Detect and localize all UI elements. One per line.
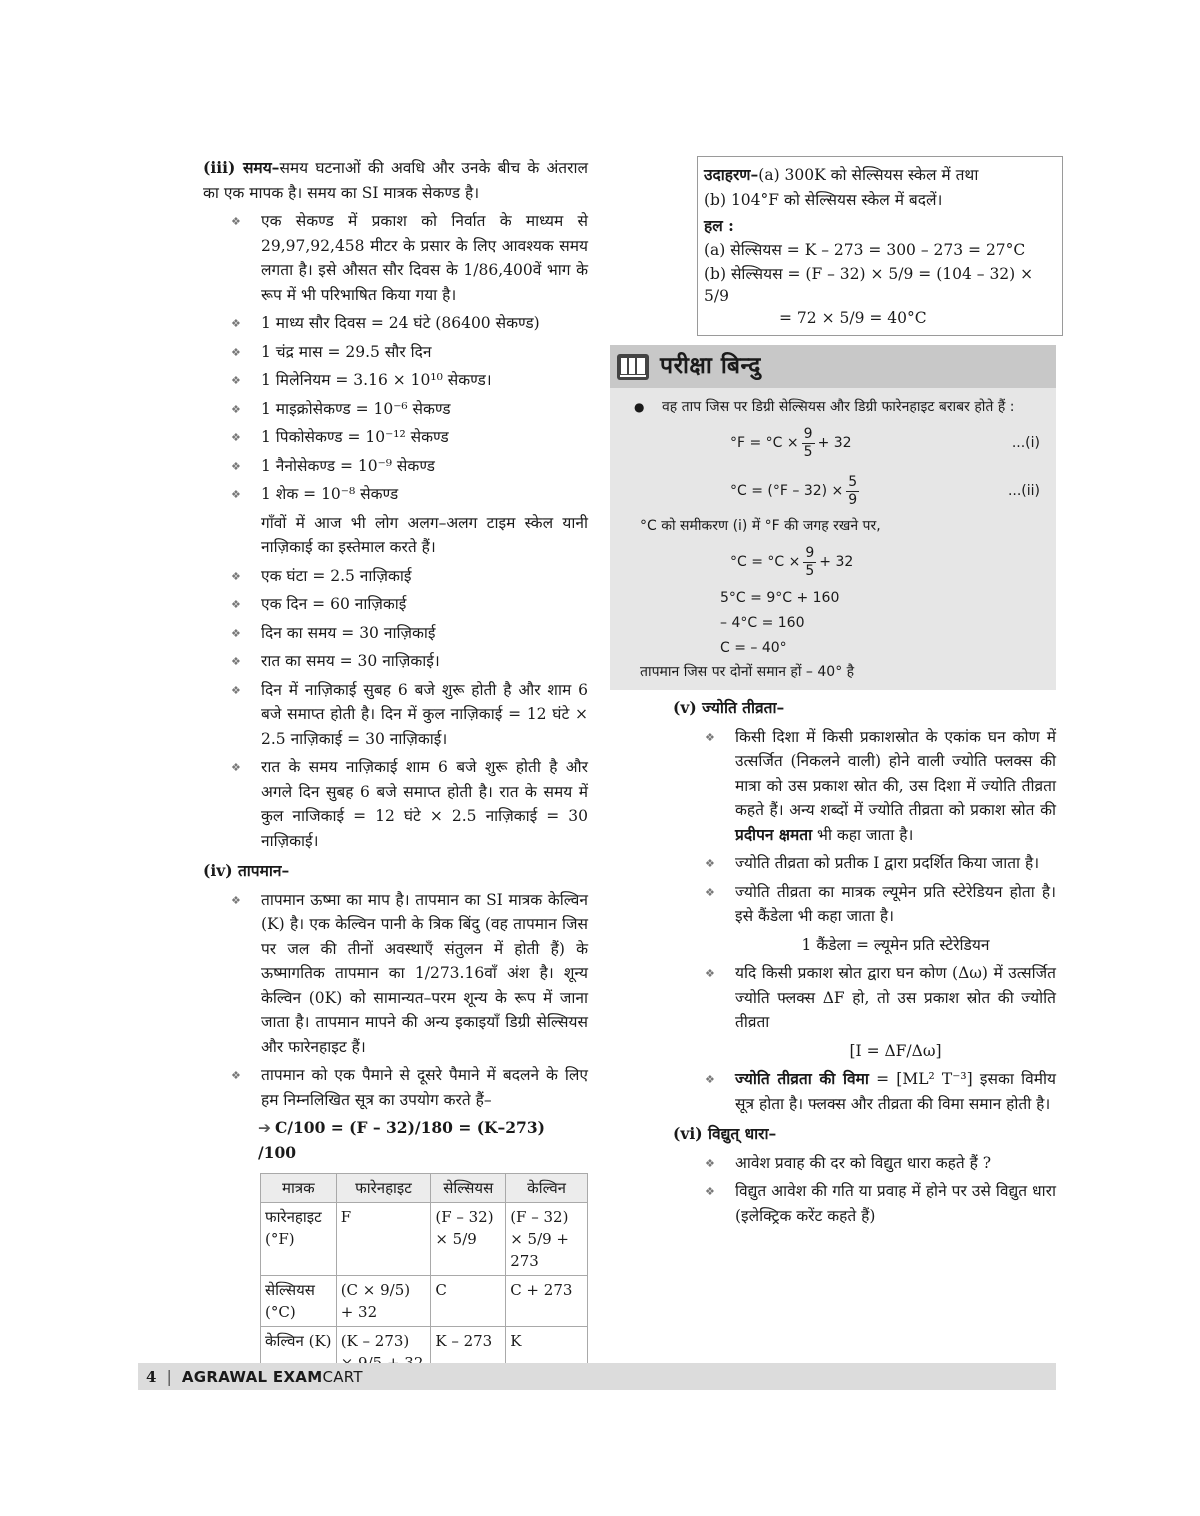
step-line: 5°C = 9°C + 160 bbox=[720, 590, 840, 606]
list-item: ❖ तापमान को एक पैमाने से दूसरे पैमाने में बदलने के लिए हम निम्नलिखित सूत्र का उपयोग करते हैं– bbox=[261, 1063, 588, 1112]
table-header-cell: फारेनहाइट bbox=[336, 1174, 431, 1203]
table-header-cell: मात्रक bbox=[261, 1174, 337, 1203]
eq3-rhs: + 32 bbox=[819, 553, 854, 570]
table-cell: फारेनहाइट (°F) bbox=[261, 1203, 337, 1276]
equation-2 bbox=[620, 467, 1046, 515]
conclusion-text: तापमान जिस पर दोनों समान हों – 40° है bbox=[640, 664, 855, 680]
eq1-lhs: °F = °C × bbox=[730, 434, 799, 451]
eq2-lhs: °C = (°F – 32) × bbox=[730, 482, 844, 499]
units-table bbox=[260, 1173, 588, 1378]
list-item: ❖ यदि किसी प्रकाश स्रोत द्वारा घन कोण (Δω) में उत्सर्जित ज्योति फ्लक्स ΔF हो, तो उस प्रकाश स्रोत की ज्योति तीव्रता bbox=[735, 961, 1056, 1035]
eq1-num: 9 bbox=[803, 425, 813, 442]
luminous-bullets-2 bbox=[610, 961, 1056, 1035]
luminous-b5-bold: ज्योति तीव्रता की विमा bbox=[735, 1069, 869, 1088]
table-row bbox=[261, 1203, 588, 1276]
example-question-1 bbox=[704, 162, 1056, 188]
luminous-bullets-3 bbox=[610, 1067, 1056, 1116]
list-item: ❖ 1 मिलेनियम = 3.16 × 10¹⁰ सेकण्ड। bbox=[261, 368, 588, 393]
page-footer bbox=[138, 1363, 1056, 1390]
list-item: ❖ 1 माइक्रोसेकण्ड = 10⁻⁶ सेकण्ड bbox=[261, 397, 588, 422]
list-item: ❖ ज्योति तीव्रता का मात्रक ल्यूमेन प्रति स्टेरेडियन होता है। इसे कैंडेला भी कहा जाता है। bbox=[735, 880, 1056, 929]
left-column bbox=[203, 156, 588, 1378]
luminous-heading: (v) ज्योति तीव्रता– bbox=[673, 698, 785, 717]
list-item: ❖ 1 नैनोसेकण्ड = 10⁻⁹ सेकण्ड bbox=[261, 454, 588, 479]
table-cell: (C × 9/5) + 32 bbox=[336, 1276, 431, 1327]
substitution-text: °C को समीकरण (i) में °F की जगह रखने पर, bbox=[640, 518, 881, 534]
equation-3 bbox=[620, 538, 1046, 586]
right-column bbox=[610, 156, 1056, 1232]
list-item: ❖ ज्योति तीव्रता को प्रतीक I द्वारा प्रदर्शित किया जाता है। bbox=[735, 851, 1056, 876]
eq3-den: 5 bbox=[805, 562, 815, 579]
nazikai-note: गाँवों में आज भी लोग अलग–अलग टाइम स्केल यानी नाज़िकाई का इस्तेमाल करते हैं। bbox=[261, 513, 588, 556]
list-item: ❖ विद्युत आवेश की गति या प्रवाह में होने पर उसे विद्युत धारा (इलेक्ट्रिक करेंट कहते हैं) bbox=[735, 1179, 1056, 1228]
eq2-num: 5 bbox=[848, 473, 858, 490]
list-item: ❖ 1 शेक = 10⁻⁸ सेकण्ड bbox=[261, 482, 588, 507]
eq1-rhs: + 32 bbox=[817, 434, 852, 451]
nazikai-bullets bbox=[203, 564, 588, 854]
current-bullets bbox=[610, 1151, 1056, 1229]
table-cell: K – 273 bbox=[431, 1327, 506, 1378]
time-heading: (iii) समय– bbox=[203, 158, 280, 177]
list-item bbox=[735, 1067, 1056, 1116]
books-icon bbox=[616, 353, 650, 381]
arrow-icon: ➔ bbox=[258, 1119, 271, 1137]
candela-line: 1 कैंडेला = ल्यूमेन प्रति स्टेरेडियन bbox=[801, 935, 990, 954]
table-header-cell: केल्विन bbox=[506, 1174, 588, 1203]
solution-line-3: = 72 × 5/9 = 40°C bbox=[779, 309, 927, 327]
footer-separator: | bbox=[166, 1367, 172, 1386]
luminous-bullets bbox=[610, 725, 1056, 929]
example-q1-text: (a) 300K को सेल्सियस स्केल में तथा bbox=[758, 166, 979, 184]
step-line: – 4°C = 160 bbox=[720, 615, 805, 631]
eq1-tag: ...(i) bbox=[1011, 434, 1040, 451]
list-item: ❖ 1 पिकोसेकण्ड = 10⁻¹² सेकण्ड bbox=[261, 425, 588, 450]
solution-line-2: (b) सेल्सियस = (F – 32) × 5/9 = (104 – 32) × 5/9 bbox=[704, 265, 1034, 305]
time-bullets bbox=[203, 209, 588, 507]
list-item: ❖ रात का समय = 30 नाज़िकाई। bbox=[261, 649, 588, 674]
luminous-b1-bold: प्रदीपन क्षमता bbox=[735, 824, 813, 844]
time-intro: समय घटनाओं की अवधि और उनके बीच के अंतराल का एक मापक है। समय का SI मात्रक सेकण्ड है। bbox=[203, 159, 589, 202]
table-header-row bbox=[261, 1174, 588, 1203]
eq2-fraction bbox=[846, 474, 859, 509]
equation-1 bbox=[620, 419, 1046, 467]
brand-thin: CART bbox=[322, 1367, 363, 1386]
temperature-section bbox=[203, 859, 588, 884]
list-item bbox=[735, 725, 1056, 848]
eq2-tag: ...(ii) bbox=[1007, 482, 1040, 499]
example-label: उदाहरण– bbox=[704, 165, 759, 184]
temperature-heading: (iv) तापमान– bbox=[203, 861, 290, 880]
temperature-bullets bbox=[203, 888, 588, 1113]
list-item: ❖ एक दिन = 60 नाज़िकाई bbox=[261, 592, 588, 617]
table-cell: (F – 32) × 5/9 bbox=[431, 1203, 506, 1276]
eq3-num: 9 bbox=[805, 544, 815, 561]
list-item: ❖ एक सेकण्ड में प्रकाश को निर्वात के माध्यम से 29,97,92,458 मीटर के प्रसार के लिए आवश्यक समय लगता है। इसे औसत सौर दिवस के 1/86,400वें भाग के रूप में भी परिभाषित किया गया है। bbox=[261, 209, 588, 307]
brand-logo bbox=[182, 1368, 363, 1386]
time-section bbox=[203, 156, 588, 205]
solution-label: हल : bbox=[704, 216, 734, 235]
brand-bold: AGRAWAL EXAM bbox=[181, 1367, 323, 1386]
conversion-formula-text: C/100 = (F – 32)/180 = (K–273) /100 bbox=[258, 1118, 545, 1162]
exam-point-text: ● वह ताप जिस पर डिग्री सेल्सियस और डिग्री फारेनहाइट बराबर होते हैं : bbox=[620, 396, 1046, 419]
list-item: ❖ आवेश प्रवाह की दर को विद्युत धारा कहते हैं ? bbox=[735, 1151, 1056, 1176]
solution-line-1: (a) सेल्सियस = K – 273 = 300 – 273 = 27°C bbox=[704, 241, 1026, 259]
current-heading: (vi) विद्युत् धारा– bbox=[673, 1124, 777, 1143]
eq3-lhs: °C = °C × bbox=[730, 553, 801, 570]
table-cell: C bbox=[431, 1276, 506, 1327]
example-box bbox=[697, 156, 1063, 336]
exam-point-title: परीक्षा बिन्दु bbox=[660, 352, 761, 380]
table-cell: केल्विन (K) bbox=[261, 1327, 337, 1378]
exam-point-body bbox=[610, 388, 1056, 690]
solution-steps bbox=[620, 586, 1046, 661]
list-item: ❖ दिन का समय = 30 नाज़िकाई bbox=[261, 621, 588, 646]
table-cell: (K – 273) bbox=[336, 1327, 431, 1378]
table-cell: सेल्सियस (°C) bbox=[261, 1276, 337, 1327]
conversion-formula bbox=[203, 1116, 588, 1165]
step-line: C = – 40° bbox=[720, 640, 787, 656]
list-item: ❖ 1 माध्य सौर दिवस = 24 घंटे (86400 सेकण्ड) bbox=[261, 311, 588, 336]
exam-point-panel bbox=[610, 345, 1056, 690]
eq1-fraction bbox=[802, 426, 815, 461]
list-item: ❖ दिन में नाज़िकाई सुबह 6 बजे शुरू होती है और शाम 6 बजे समाप्त होती है। दिन में कुल नाज़िकाई = 12 घंटे × 2.5 नाज़िकाई = 30 नाज़िकाई। bbox=[261, 678, 588, 752]
eq2-den: 9 bbox=[848, 491, 858, 508]
eq3-fraction bbox=[803, 545, 816, 580]
example-question-2: (b) 104°F को सेल्सियस स्केल में बदलें। bbox=[704, 191, 943, 209]
exam-point-header bbox=[610, 345, 1056, 388]
list-item: ❖ 1 चंद्र मास = 29.5 सौर दिन bbox=[261, 340, 588, 365]
list-item: ❖ तापमान ऊष्मा का माप है। तापमान का SI मात्रक केल्विन (K) है। एक केल्विन पानी के त्रिक बिंदु (वह तापमान जिस पर जल की तीनों अवस्थाएँ संतुलन में होती हैं) के ऊष्मागतिक तापमान का 1/273.16वाँ अंश है। शून्य केल्विन (0K) को सामान्यत–परम शून्य के रूप में जाना जाता है। तापमान मापने की अन्य इकाइयाँ डिग्री सेल्सियस और फारेनहाइट हैं। bbox=[261, 888, 588, 1060]
table-header-cell: सेल्सियस bbox=[431, 1174, 506, 1203]
list-item: ❖ एक घंटा = 2.5 नाज़िकाई bbox=[261, 564, 588, 589]
luminous-b5-text: = [ML² T⁻³] इसका विमीय सूत्र होता है। फ्लक्स और तीव्रता की विमा समान होती है। bbox=[735, 1070, 1056, 1113]
intensity-formula: [I = ΔF/Δω] bbox=[849, 1041, 942, 1060]
table-cell: (F – 32) × 5/9 + 273 bbox=[506, 1203, 588, 1276]
table-cell: K bbox=[506, 1327, 588, 1378]
list-item: ❖ रात के समय नाज़िकाई शाम 6 बजे शुरू होती है और अगले दिन सुबह 6 बजे समाप्त होती है। रात के समय में कुल नाजिकाई = 12 घंटे × 2.5 नाज़िकाई = 30 नाज़िकाई। bbox=[261, 755, 588, 853]
luminous-b1-post: भी कहा जाता है। bbox=[817, 825, 914, 844]
table-row bbox=[261, 1276, 588, 1327]
eq1-den: 5 bbox=[803, 443, 813, 460]
luminous-b1-text: किसी दिशा में किसी प्रकाशस्रोत के एकांक घन कोण में उत्सर्जित (निकलने वाली) होने वाली ज्योति फ्लक्स की मात्रा को उस प्रकाश स्रोत की, उस दिशा में ज्योति तीव्रता कहते हैं। अन्य शब्दों में ज्योति तीव्रता को प्रकाश स्रोत की bbox=[735, 727, 1056, 819]
table-cell: F bbox=[336, 1203, 431, 1276]
table-cell: C + 273 bbox=[506, 1276, 588, 1327]
page-number: 4 bbox=[146, 1367, 157, 1386]
